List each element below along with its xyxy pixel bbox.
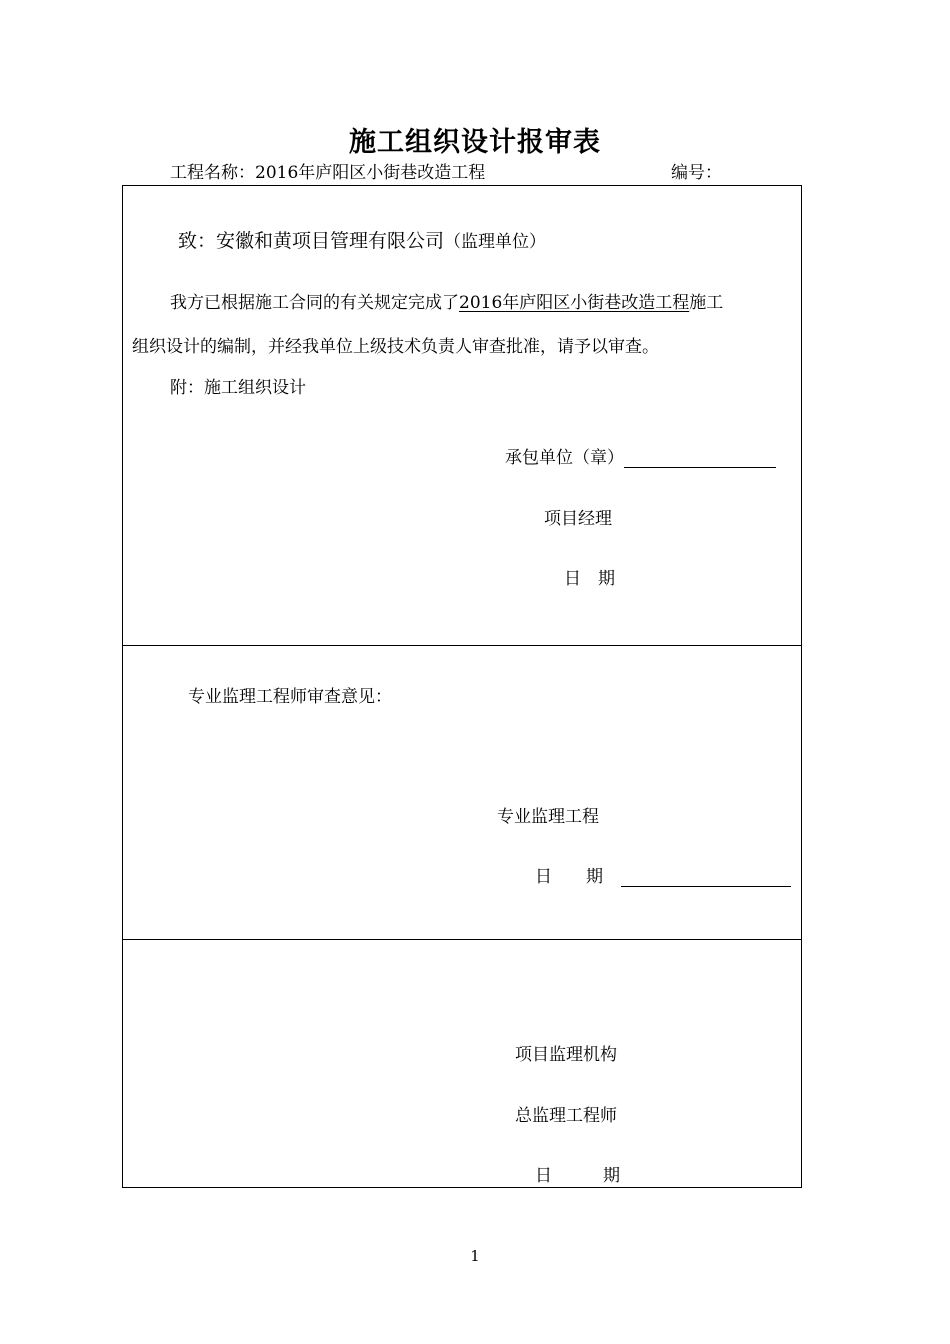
addressee	[178, 226, 546, 253]
number-label: 编号：	[671, 163, 722, 183]
section2-date-label: 日 期	[535, 867, 603, 887]
section1-date-label: 日 期	[564, 569, 615, 589]
opinion-label: 专业监理工程师审查意见：	[188, 687, 392, 707]
attachment-note: 附：施工组织设计	[170, 378, 306, 398]
section2-date-line	[621, 866, 791, 887]
contractor-row	[505, 443, 776, 468]
body-suffix: 施工	[689, 293, 724, 313]
project-label: 工程名称：	[170, 163, 255, 183]
to-prefix: 致：	[178, 230, 217, 252]
submission-section	[122, 185, 802, 646]
chief-review-section	[122, 938, 802, 1188]
to-company: 安徽和黄项目管理有限公司	[216, 230, 445, 252]
project-name: 2016年庐阳区小街巷改造工程	[255, 163, 486, 183]
document-title: 施工组织设计报审表	[349, 127, 601, 158]
org-label: 项目监理机构	[515, 1045, 617, 1065]
body-line-2: 组织设计的编制，并经我单位上级技术负责人审查批准，请予以审查。	[132, 337, 659, 357]
body-prefix: 我方已根据施工合同的有关规定完成了	[170, 293, 459, 313]
project-name-row	[170, 158, 485, 183]
section2-date-row	[535, 862, 791, 887]
manager-label: 项目经理	[544, 509, 612, 529]
section3-date-label: 日 期	[535, 1166, 620, 1186]
to-suffix: （监理单位）	[444, 232, 547, 252]
contractor-label: 承包单位（章）	[505, 448, 624, 468]
body-project: 2016年庐阳区小街巷改造工程	[459, 293, 690, 313]
page-number: 1	[470, 1247, 480, 1265]
chief-label: 总监理工程师	[515, 1106, 617, 1126]
body-line-1	[170, 288, 723, 313]
engineer-label: 专业监理工程	[497, 807, 599, 827]
contractor-signature-line	[624, 447, 776, 468]
